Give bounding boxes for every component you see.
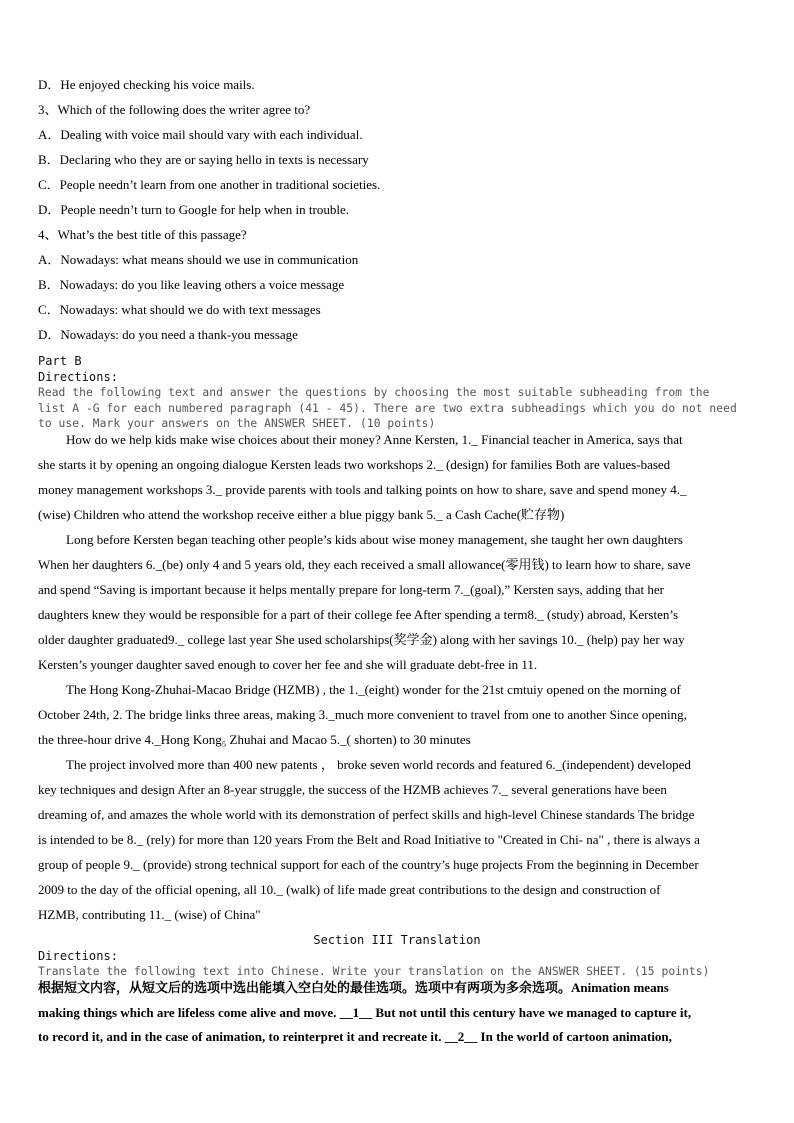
paragraph-line: money management workshops 3._ provide parents with tools and talking points on how to share, save and spend money 4._ bbox=[38, 482, 687, 497]
paragraph-line: Kersten’s younger daughter saved enough to cover her fee and she will graduate debt-free in 11. bbox=[38, 657, 538, 672]
paragraph-line: older daughter graduated9._ college last year She used scholarships(奖学金) along with her savings 10._ (help) pay her way bbox=[38, 632, 685, 647]
question-4: 4、What’s the best title of this passage? bbox=[38, 227, 247, 242]
translation-line: making things which are lifeless come alive and move. __1__ But not until this century have we managed to capture it, bbox=[38, 1005, 692, 1020]
paragraph-line: is intended to be 8._ (rely) for more than 120 years From the Belt and Road Initiative to "Created in Chi- na" , there is always a bbox=[38, 832, 700, 847]
paragraph-line: (wise) Children who attend the workshop receive either a blue piggy bank 5._ a Cash Cache(贮存物) bbox=[38, 507, 565, 522]
part-b-directions-label: Directions: bbox=[38, 370, 119, 384]
option-4d: D．Nowadays: do you need a thank-you message bbox=[38, 327, 298, 342]
part-b-title: Part B bbox=[38, 354, 82, 368]
paragraph-line: dreaming of, and amazes the whole world with its demonstration of perfect skills and high-level Chinese standards The bridge bbox=[38, 807, 695, 822]
section-3-title: Section III Translation bbox=[313, 933, 481, 947]
section-3-directions: Translate the following text into Chinese. Write your translation on the ANSWER SHEET. (15 points) bbox=[38, 965, 710, 978]
paragraph-line: daughters knew they would be responsible for a part of their college fee After spending a term8._ (study) abroad, Kersten’s bbox=[38, 607, 679, 622]
question-3: 3、Which of the following does the writer agree to? bbox=[38, 102, 311, 117]
option-4c: C．Nowadays: what should we do with text messages bbox=[38, 302, 321, 317]
paragraph-line: The project involved more than 400 new patents ， broke seven world records and featured 6._(independent) developed bbox=[66, 757, 691, 772]
option-3a: A．Dealing with voice mail should vary with each individual. bbox=[38, 127, 363, 142]
paragraph-line: the three-hour drive 4._Hong Kong₅ Zhuhai and Macao 5._( shorten) to 30 minutes bbox=[38, 732, 471, 747]
paragraph-line: October 24th, 2. The bridge links three areas, making 3._much more convenient to travel from one to another Since opening, bbox=[38, 707, 687, 722]
translation-line: 根据短文内容，从短文后的选项中选出能填入空白处的最佳选项。选项中有两项为多余选项。Animation means bbox=[38, 980, 669, 995]
translation-line: to record it, and in the case of animation, to reinterpret it and recreate it. __2__ In the world of cartoon animation, bbox=[38, 1029, 672, 1044]
part-b-directions-line: list A -G for each numbered paragraph (41 - 45). There are two extra subheadings which you do not need bbox=[38, 402, 737, 415]
paragraph-line: Long before Kersten began teaching other people’s kids about wise money management, she taught her own daughters bbox=[66, 532, 683, 547]
paragraph-line: HZMB, contributing 11._ (wise) of China" bbox=[38, 907, 261, 922]
part-b-directions-line: to use. Mark your answers on the ANSWER SHEET. (10 points) bbox=[38, 417, 436, 430]
paragraph-line: and spend “Saving is important because it helps mentally prepare for long-term 7._(goal),” Kersten says, adding that her bbox=[38, 582, 664, 597]
paragraph-line: How do we help kids make wise choices about their money? Anne Kersten, 1._ Financial teacher in America, says that bbox=[66, 432, 683, 447]
paragraph-line: group of people 9._ (provide) strong technical support for each of the country’s huge projects From the beginning in December bbox=[38, 857, 699, 872]
option-4a: A．Nowadays: what means should we use in communication bbox=[38, 252, 359, 267]
paragraph-line: 2009 to the day of the official opening, all 10._ (walk) of life made great contributions to the design and construction of bbox=[38, 882, 661, 897]
section-3-directions-label: Directions: bbox=[38, 949, 119, 963]
paragraph-line: key techniques and design After an 8-year struggle, the success of the HZMB achieves 7._ several generations have been bbox=[38, 782, 667, 797]
part-b-directions-line: Read the following text and answer the questions by choosing the most suitable subheading from the bbox=[38, 386, 710, 399]
paragraph-line: When her daughters 6._(be) only 4 and 5 years old, they each received a small allowance(零用钱) to learn how to share, save bbox=[38, 557, 691, 572]
option-3d: D．People needn’t turn to Google for help when in trouble. bbox=[38, 202, 349, 217]
paragraph-line: The Hong Kong-Zhuhai-Macao Bridge (HZMB) , the 1._(eight) wonder for the 21st cmtuiy opened on the morning of bbox=[66, 682, 681, 697]
option-3c: C．People needn’t learn from one another in traditional societies. bbox=[38, 177, 381, 192]
option-3b: B．Declaring who they are or saying hello in texts is necessary bbox=[38, 152, 369, 167]
option-2d: D．He enjoyed checking his voice mails. bbox=[38, 77, 255, 92]
paragraph-line: she starts it by opening an ongoing dialogue Kersten leads two workshops 2._ (design) for families Both are values-based bbox=[38, 457, 671, 472]
option-4b: B．Nowadays: do you like leaving others a voice message bbox=[38, 277, 345, 292]
